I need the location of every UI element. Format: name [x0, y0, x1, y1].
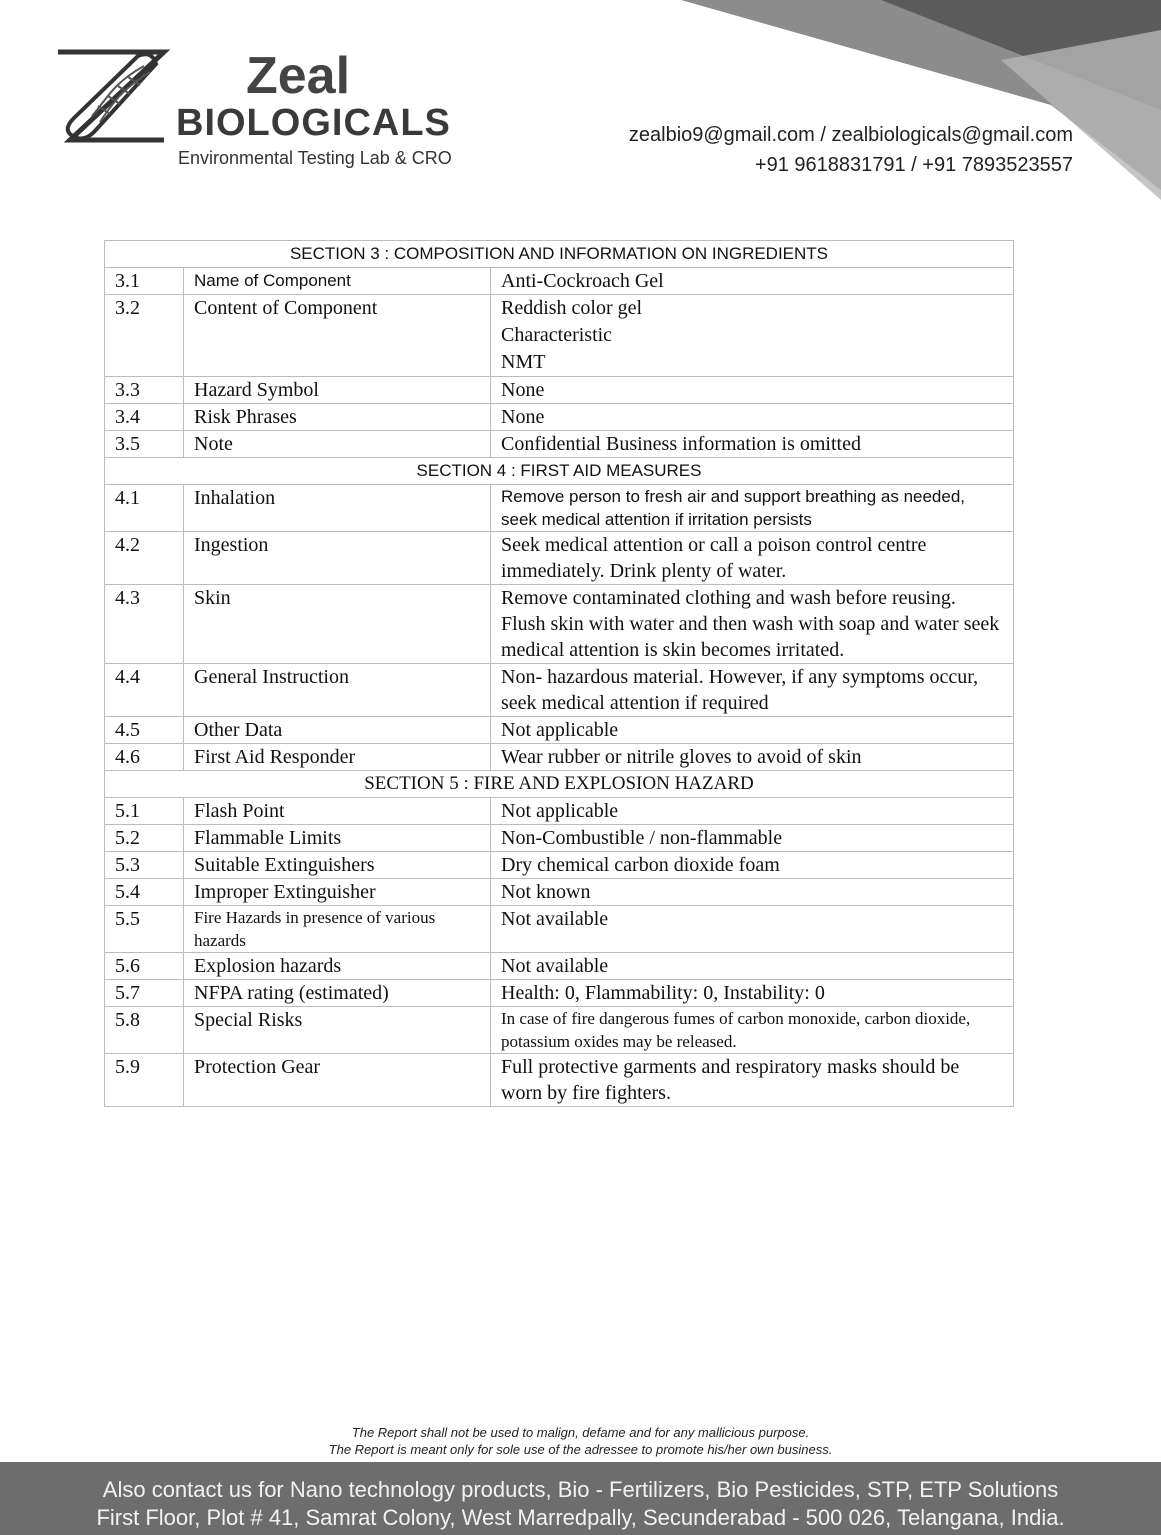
row-number: 4.5: [105, 717, 184, 744]
row-value: Confidential Business information is omitted: [491, 431, 1014, 458]
section-4-title: SECTION 4 : FIRST AID MEASURES: [105, 458, 1014, 485]
row-number: 5.8: [105, 1007, 184, 1054]
row-number: 5.1: [105, 798, 184, 825]
disclaimer-line: The Report shall not be used to malign, defame and for any mallicious purpose.: [351, 1425, 810, 1440]
row-number: 5.7: [105, 980, 184, 1007]
row-number: 4.4: [105, 664, 184, 717]
contact-phones: +91 9618831791 / +91 7893523557: [754, 154, 1073, 176]
zeal-logo-icon: [52, 44, 172, 154]
row-number: 3.4: [105, 404, 184, 431]
row-number: 4.6: [105, 744, 184, 771]
table-row: [105, 295, 1014, 377]
row-value: In case of fire dangerous fumes of carbon monoxide, carbon dioxide, potassium oxides may be released.: [491, 1007, 1014, 1054]
safety-data-table: [104, 240, 1014, 1107]
row-label: NFPA rating (estimated): [184, 980, 491, 1007]
row-value: Dry chemical carbon dioxide foam: [491, 852, 1014, 879]
row-label: Suitable Extinguishers: [184, 852, 491, 879]
row-value: Full protective garments and respiratory masks should be worn by fire fighters.: [491, 1054, 1014, 1107]
table-row: [105, 953, 1014, 980]
row-value: Non- hazardous material. However, if any symptoms occur, seek medical attention if required: [491, 664, 1014, 717]
row-number: 4.3: [105, 585, 184, 664]
row-number: 3.2: [105, 295, 184, 377]
row-number: 5.6: [105, 953, 184, 980]
value-line: Reddish color gel: [501, 297, 643, 319]
section-5-title: SECTION 5 : FIRE AND EXPLOSION HAZARD: [105, 771, 1014, 798]
row-number: 5.9: [105, 1054, 184, 1107]
row-value: Remove contaminated clothing and wash before reusing. Flush skin with water and then wash with soap and water seek medical attention is skin becomes irritated.: [491, 585, 1014, 664]
row-label: Improper Extinguisher: [184, 879, 491, 906]
row-value: Wear rubber or nitrile gloves to avoid of skin: [491, 744, 1014, 771]
table-row: [105, 664, 1014, 717]
row-value: Not available: [491, 906, 1014, 953]
row-value: Non-Combustible / non-flammable: [491, 825, 1014, 852]
row-value: Not applicable: [491, 798, 1014, 825]
row-number: 5.3: [105, 852, 184, 879]
table-row: [105, 744, 1014, 771]
row-number: 3.1: [105, 268, 184, 295]
row-value: Remove person to fresh air and support breathing as needed, seek medical attention if irritation persists: [491, 485, 1014, 532]
row-label: Fire Hazards in presence of various hazards: [184, 906, 491, 953]
row-value: [491, 295, 1014, 377]
contact-block: [629, 120, 1073, 180]
table-row: [105, 485, 1014, 532]
row-label: Content of Component: [184, 295, 491, 377]
table-row: [105, 431, 1014, 458]
brand-tagline: Environmental Testing Lab & CRO: [178, 148, 452, 168]
row-label: Risk Phrases: [184, 404, 491, 431]
table-row: [105, 825, 1014, 852]
row-value: Not known: [491, 879, 1014, 906]
row-number: 4.1: [105, 485, 184, 532]
row-value: None: [491, 404, 1014, 431]
row-value: Seek medical attention or call a poison control centre immediately. Drink plenty of water.: [491, 532, 1014, 585]
section-header-row: [105, 458, 1014, 485]
row-value: Not available: [491, 953, 1014, 980]
table-row: [105, 879, 1014, 906]
row-number: 5.2: [105, 825, 184, 852]
table-row: [105, 798, 1014, 825]
row-label: General Instruction: [184, 664, 491, 717]
row-number: 3.5: [105, 431, 184, 458]
footer-line: Also contact us for Nano technology products, Bio - Fertilizers, Bio Pesticides, STP, ETP Solutions: [102, 1477, 1059, 1502]
row-label: Explosion hazards: [184, 953, 491, 980]
footer-address: First Floor, Plot # 41, Samrat Colony, West Marredpally, Secunderabad - 500 026, Telangana, India.: [96, 1505, 1065, 1530]
value-line: NMT: [501, 351, 546, 373]
row-label: Protection Gear: [184, 1054, 491, 1107]
table-row: [105, 906, 1014, 953]
row-label: Flash Point: [184, 798, 491, 825]
row-label: Other Data: [184, 717, 491, 744]
table-row: [105, 1054, 1014, 1107]
contact-emails: zealbio9@gmail.com / zealbiologicals@gmail.com: [628, 124, 1073, 146]
row-label: Flammable Limits: [184, 825, 491, 852]
row-label: Skin: [184, 585, 491, 664]
row-label: Ingestion: [184, 532, 491, 585]
row-label: Note: [184, 431, 491, 458]
table-row: [105, 404, 1014, 431]
brand-name: Zeal: [246, 47, 351, 105]
section-header-row: [105, 241, 1014, 268]
disclaimer-line: The Report is meant only for sole use of the adressee to promote his/her own business.: [328, 1442, 833, 1457]
row-number: 5.4: [105, 879, 184, 906]
row-value: Not applicable: [491, 717, 1014, 744]
row-value: Health: 0, Flammability: 0, Instability: 0: [491, 980, 1014, 1007]
table-row: [105, 852, 1014, 879]
footer-band: [0, 1462, 1161, 1535]
table-row: [105, 1007, 1014, 1054]
header-corner-shape: [641, 0, 1161, 220]
section-3-title: SECTION 3 : COMPOSITION AND INFORMATION ON INGREDIENTS: [105, 241, 1014, 268]
disclaimer: [0, 1424, 1161, 1458]
section-header-row: [105, 771, 1014, 798]
table-row: [105, 532, 1014, 585]
value-line: Characteristic: [501, 324, 613, 346]
row-label: Inhalation: [184, 485, 491, 532]
row-label: Name of Component: [184, 268, 491, 295]
table-row: [105, 268, 1014, 295]
row-value: None: [491, 377, 1014, 404]
table-row: [105, 717, 1014, 744]
brand-subtitle: BIOLOGICALS: [176, 102, 451, 144]
table-row: [105, 377, 1014, 404]
row-number: 3.3: [105, 377, 184, 404]
table-row: [105, 585, 1014, 664]
row-label: First Aid Responder: [184, 744, 491, 771]
row-value: Anti-Cockroach Gel: [491, 268, 1014, 295]
table-row: [105, 980, 1014, 1007]
row-label: Special Risks: [184, 1007, 491, 1054]
row-number: 4.2: [105, 532, 184, 585]
row-label: Hazard Symbol: [184, 377, 491, 404]
row-number: 5.5: [105, 906, 184, 953]
